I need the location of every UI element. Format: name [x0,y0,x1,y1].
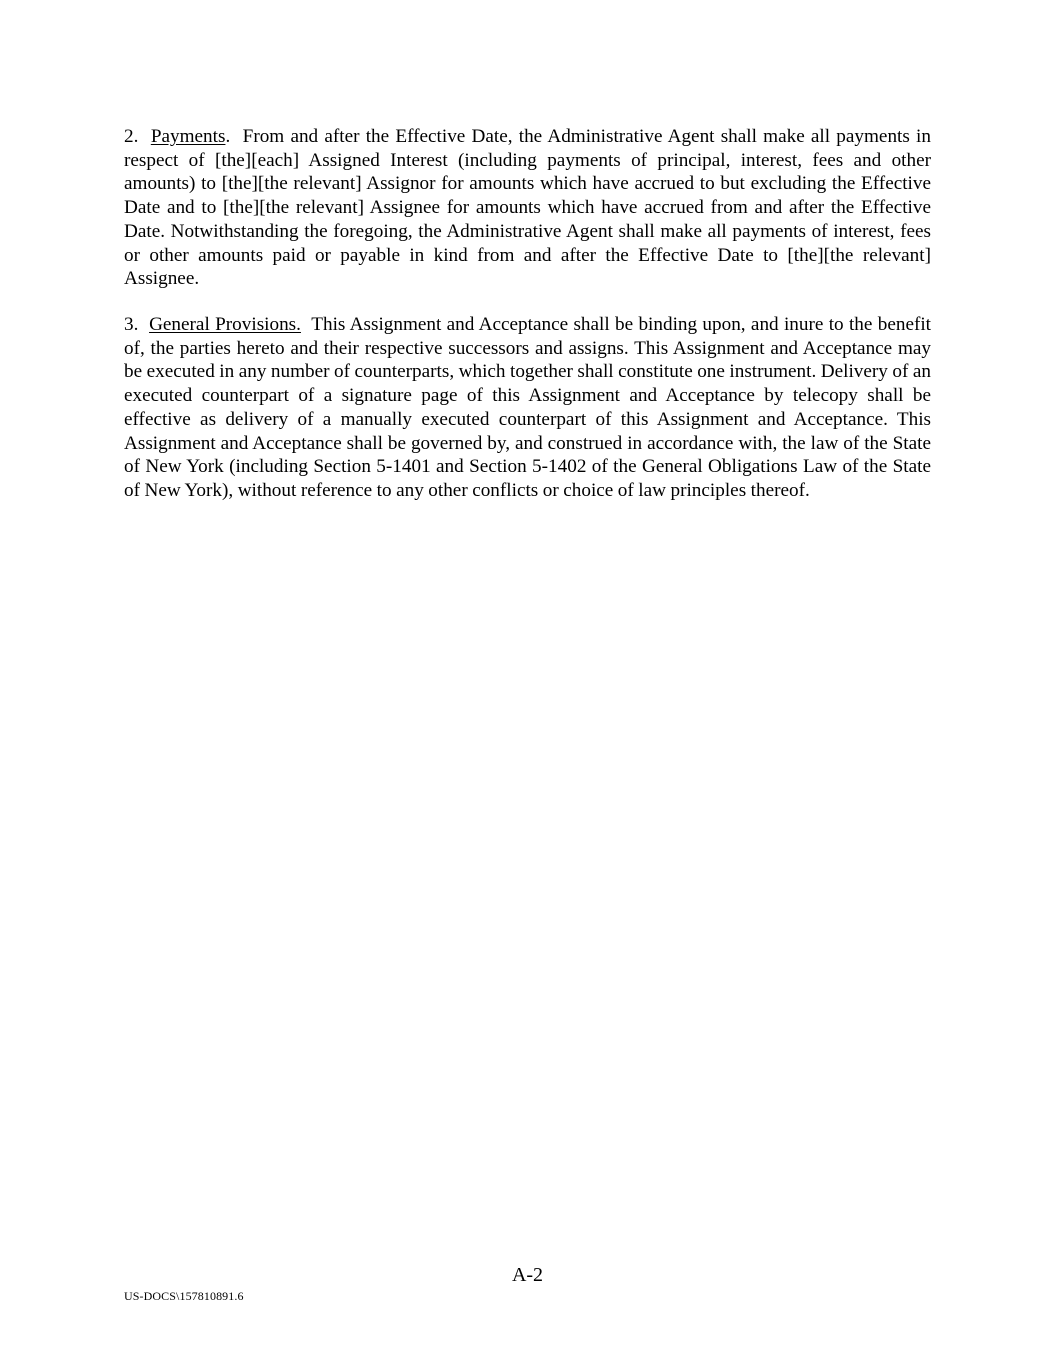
page-number: A-2 [511,1264,544,1286]
section-heading-trail: . [225,126,231,147]
section-number: 2. [124,126,139,147]
section-body: This Assignment and Acceptance shall be binding upon, and inure to the benefit of, the parties hereto and their respective successors and assigns. This Assignment and Acceptance may be executed in any number of counterparts, which together shall constitute one instrument. Delivery of an executed counterpart of a signature page of this Assignment and Acceptance by telecopy shall be effective as delivery of a manually executed counterpart of this Assignment and Acceptance. This Assignment and Acceptance shall be governed by, and construed in accordance with, the law of the State of New York (including Section 5-1401 and Section 5-1402 of the General Obligations Law of the State of New York), without reference to any other conflicts or choice of law principles thereof. [124,314,932,501]
section-number: 3. [124,314,139,335]
section-heading: Payments [150,126,226,147]
section-payments [124,125,931,291]
section-heading: General Provisions. [149,314,301,335]
section-general-provisions [124,313,931,503]
section-body: From and after the Effective Date, the Administrative Agent shall make all payments in respect of [the][each] Assigned Interest (including payments of principal, interest, fees and other amounts) to [the][the relevant] Assignor for amounts which have accrued to but excluding the Effective Date and to [the][the relevant] Assignee for amounts which have accrued from and after the Effective Date. Notwithstanding the foregoing, the Administrative Agent shall make all payments of interest, fees or other amounts paid or payable in kind from and after the Effective Date to [the][the relevant] Assignee. [124,126,931,290]
document-id: US-DOCS\157810891.6 [124,1289,244,1303]
